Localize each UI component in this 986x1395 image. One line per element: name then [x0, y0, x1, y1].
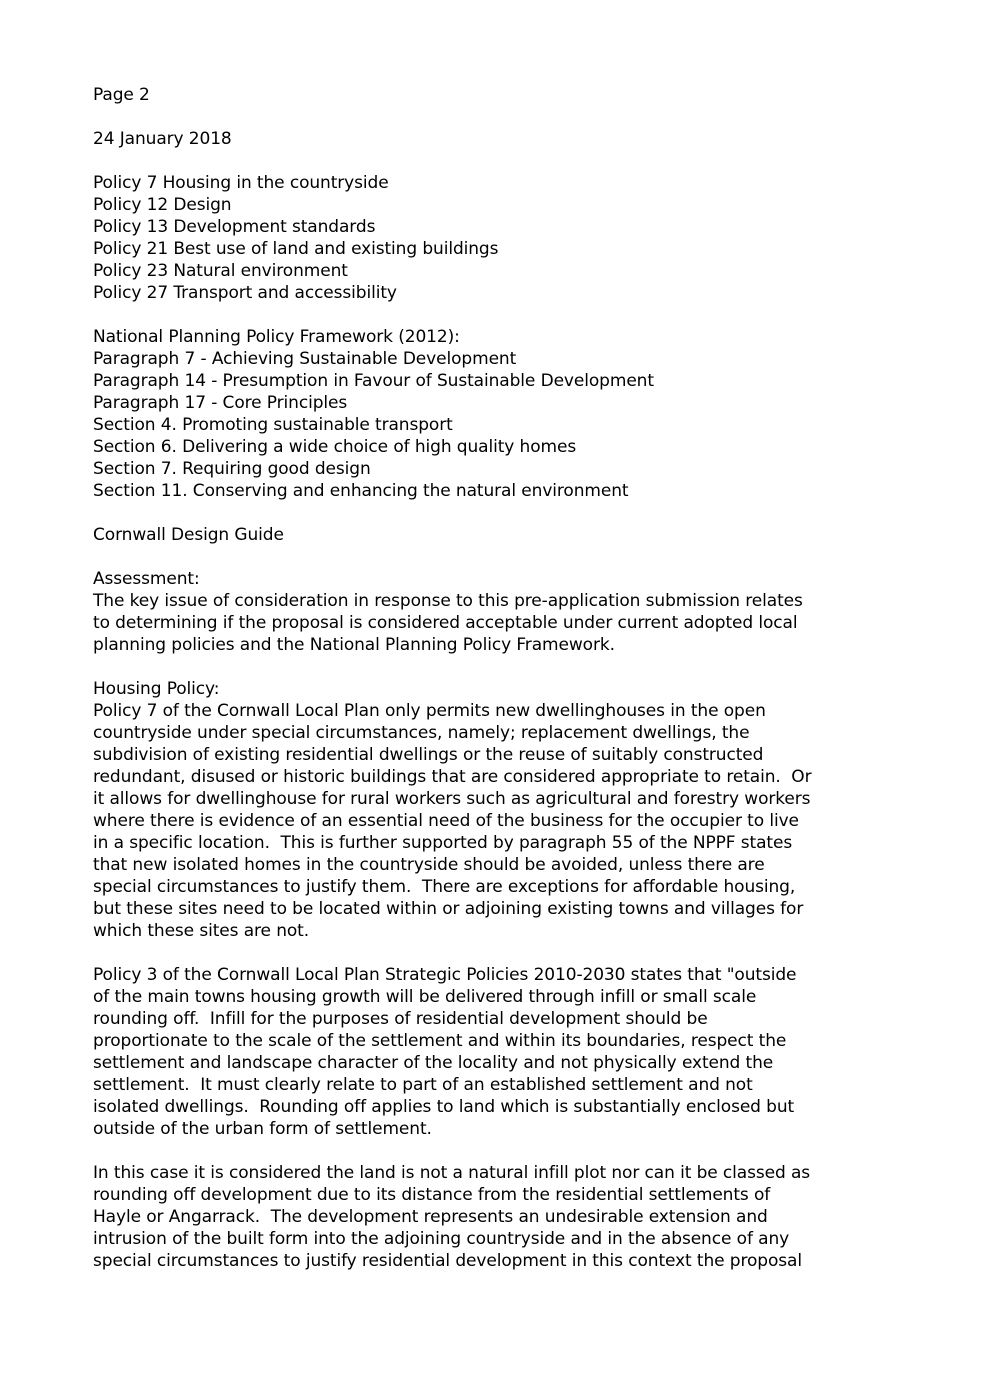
- paragraph-conclusion: [93, 1162, 946, 1272]
- text-line: which these sites are not.: [93, 921, 310, 941]
- text-line: intrusion of the built form into the adjoining countryside and in the absence of any: [93, 1229, 790, 1249]
- text-line: Paragraph 17 - Core Principles: [93, 393, 348, 413]
- document-body: [93, 84, 946, 1272]
- text-line: Policy 23 Natural environment: [93, 261, 348, 281]
- text-line: in a specific location. This is further supported by paragraph 55 of the NPPF states: [93, 833, 793, 853]
- text-line: of the main towns housing growth will be delivered through infill or small scale: [93, 987, 757, 1007]
- text-line: Policy 12 Design: [93, 195, 232, 215]
- paragraph-housing-policy: [93, 678, 946, 942]
- text-line: The key issue of consideration in response to this pre-application submission relates: [93, 591, 803, 611]
- text-line: that new isolated homes in the countryside should be avoided, unless there are: [93, 855, 765, 875]
- text-line: Policy 7 of the Cornwall Local Plan only permits new dwellinghouses in the open: [93, 701, 766, 721]
- text-line: Paragraph 14 - Presumption in Favour of Sustainable Development: [93, 371, 654, 391]
- paragraph-assessment-intro: [93, 568, 946, 656]
- text-line: Section 4. Promoting sustainable transport: [93, 415, 453, 435]
- text-line: Policy 7 Housing in the countryside: [93, 173, 389, 193]
- text-line: Section 7. Requiring good design: [93, 459, 371, 479]
- text-line: Policy 3 of the Cornwall Local Plan Strategic Policies 2010-2030 states that "outside: [93, 965, 797, 985]
- paragraph-design-guide: [93, 524, 946, 546]
- text-line: settlement. It must clearly relate to part of an established settlement and not: [93, 1075, 753, 1095]
- text-line: outside of the urban form of settlement.: [93, 1119, 432, 1139]
- paragraph-date: [93, 128, 946, 150]
- text-line: where there is evidence of an essential need of the business for the occupier to live: [93, 811, 799, 831]
- text-line: Hayle or Angarrack. The development represents an undesirable extension and: [93, 1207, 768, 1227]
- text-line: to determining if the proposal is considered acceptable under current adopted local: [93, 613, 798, 633]
- paragraph-page-number: [93, 84, 946, 106]
- text-line: countryside under special circumstances, namely; replacement dwellings, the: [93, 723, 750, 743]
- text-line: 24 January 2018: [93, 129, 232, 149]
- text-line: it allows for dwellinghouse for rural workers such as agricultural and forestry workers: [93, 789, 811, 809]
- text-line: Page 2: [93, 85, 150, 105]
- text-line: Cornwall Design Guide: [93, 525, 284, 545]
- text-line: Policy 21 Best use of land and existing buildings: [93, 239, 499, 259]
- text-line: rounding off development due to its distance from the residential settlements of: [93, 1185, 771, 1205]
- text-line: Section 11. Conserving and enhancing the natural environment: [93, 481, 629, 501]
- text-line: special circumstances to justify them. There are exceptions for affordable housing,: [93, 877, 796, 897]
- text-line: subdivision of existing residential dwellings or the reuse of suitably constructed: [93, 745, 764, 765]
- text-line: settlement and landscape character of the locality and not physically extend the: [93, 1053, 774, 1073]
- text-line: Policy 27 Transport and accessibility: [93, 283, 397, 303]
- text-line: Assessment:: [93, 569, 200, 589]
- text-line: Paragraph 7 - Achieving Sustainable Development: [93, 349, 517, 369]
- text-line: proportionate to the scale of the settlement and within its boundaries, respect the: [93, 1031, 787, 1051]
- text-line: special circumstances to justify residential development in this context the proposal: [93, 1251, 802, 1271]
- text-line: redundant, disused or historic buildings that are considered appropriate to retain. Or: [93, 767, 812, 787]
- text-line: but these sites need to be located within or adjoining existing towns and villages for: [93, 899, 804, 919]
- text-line: Housing Policy:: [93, 679, 220, 699]
- paragraph-policy-3: [93, 964, 946, 1140]
- text-line: National Planning Policy Framework (2012):: [93, 327, 460, 347]
- paragraph-local-policy-list: [93, 172, 946, 304]
- text-line: isolated dwellings. Rounding off applies to land which is substantially enclosed but: [93, 1097, 795, 1117]
- text-line: In this case it is considered the land is not a natural infill plot nor can it be classed as: [93, 1163, 811, 1183]
- paragraph-nppf-list: [93, 326, 946, 502]
- text-line: Section 6. Delivering a wide choice of high quality homes: [93, 437, 577, 457]
- text-line: rounding off. Infill for the purposes of residential development should be: [93, 1009, 708, 1029]
- text-line: planning policies and the National Planning Policy Framework.: [93, 635, 615, 655]
- text-line: Policy 13 Development standards: [93, 217, 376, 237]
